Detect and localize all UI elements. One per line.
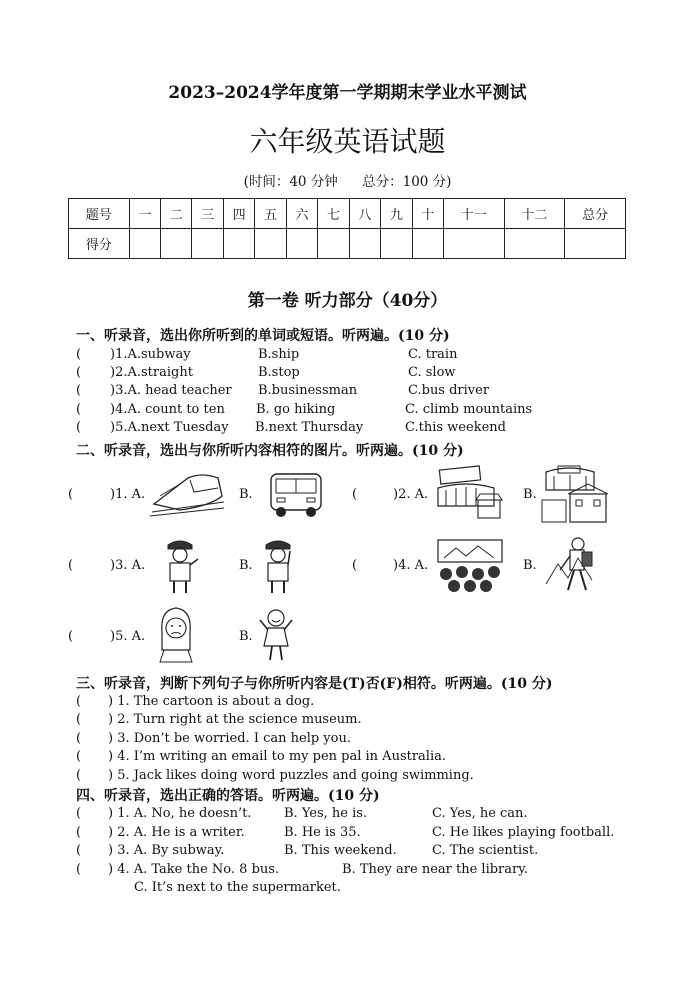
response-question-1-option-b: B. Yes, he is. [284,806,368,821]
question-2-option-a: )2.A.straight [110,365,193,380]
score-cell[interactable] [443,229,504,259]
bus-picture [265,470,327,520]
question-1-option-a: )1.A.subway [110,347,191,362]
tf-question-2: ) 2. Turn right at the science museum. [108,712,362,727]
exam-time: (时间：40 分钟 [243,174,338,190]
score-cell[interactable] [129,229,160,259]
sad-girl-picture [156,606,196,664]
answer-paren[interactable]: ( [68,487,74,502]
answer-paren[interactable]: ( [68,558,74,573]
section-3-title: 三、听录音，判断下列句子与你所听内容是(T)否(F)相符。听两遍。(10 分) [76,676,553,692]
answer-paren[interactable]: ( [352,487,358,502]
response-question-3-option-c: C. The scientist. [432,843,539,858]
section-1-title: 一、听录音，选出你所听到的单词或短语。听两遍。(10 分) [76,328,450,344]
table-header-cell: 一 [129,199,160,229]
response-question-4-option-a: ) 4. A. Take the No. 8 bus. [108,862,280,877]
answer-paren[interactable]: ( [76,347,82,362]
cinema-picture [436,466,506,522]
question-4-option-c: C. climb mountains [405,402,533,417]
response-question-2-option-b: B. He is 35. [284,825,361,840]
picture-question-2-label-b: B. [523,487,537,502]
picture-question-5-label-a: )5. A. [110,629,146,644]
picture-question-3-label-b: B. [239,558,253,573]
picture-question-1-label-a: )1. A. [110,487,146,502]
response-question-2-option-a: ) 2. A. He is a writer. [108,825,245,840]
score-cell[interactable] [565,229,626,259]
table-header-cell: 四 [223,199,254,229]
answer-paren[interactable]: ( [76,825,82,840]
question-1-option-c: C. train [408,347,458,362]
picture-question-2-label-a: )2. A. [393,487,429,502]
question-3-option-c: C.bus driver [408,383,490,398]
picture-question-1-label-b: B. [239,487,253,502]
score-table-score-row [69,229,626,259]
score-cell[interactable] [192,229,223,259]
score-cell[interactable] [318,229,349,259]
bookstore-picture [540,464,615,524]
tf-question-4: ) 4. I’m writing an email to my pen pal in Australia. [108,749,446,764]
score-cell[interactable] [223,229,254,259]
exam-title: 2023–2024学年度第一学期期末学业水平测试 [168,83,527,103]
answer-paren[interactable]: ( [76,843,82,858]
response-question-1-option-a: ) 1. A. No, he doesn’t. [108,806,252,821]
train-picture [150,466,225,518]
response-question-2-option-c: C. He likes playing football. [432,825,615,840]
table-header-cell: 七 [318,199,349,229]
audience-picture [436,538,506,596]
response-question-3-option-a: ) 3. A. By subway. [108,843,225,858]
picture-question-4-label-a: )4. A. [393,558,429,573]
question-2-option-b: B.stop [258,365,300,380]
table-row-label: 得分 [69,229,130,259]
score-cell[interactable] [381,229,412,259]
score-table [68,198,626,259]
section-2-title: 二、听录音，选出与你所听内容相符的图片。听两遍。(10 分) [76,443,464,459]
response-question-3-option-b: B. This weekend. [284,843,397,858]
answer-paren[interactable]: ( [76,365,82,380]
answer-paren[interactable]: ( [76,749,82,764]
section-4-title: 四、听录音，选出正确的答语。听两遍。(10 分) [76,788,380,804]
table-header-cell: 八 [349,199,380,229]
answer-paren[interactable]: ( [76,768,82,783]
score-cell[interactable] [255,229,286,259]
table-header-cell: 五 [255,199,286,229]
table-header-cell: 六 [286,199,317,229]
tf-question-1: ) 1. The cartoon is about a dog. [108,694,315,709]
score-cell[interactable] [412,229,443,259]
picture-question-3-label-a: )3. A. [110,558,146,573]
table-header-cell: 二 [161,199,192,229]
question-3-option-a: )3.A. head teacher [110,383,232,398]
score-table-header-row [69,199,626,229]
table-header-cell: 十 [412,199,443,229]
table-header-cell: 题号 [69,199,130,229]
table-header-cell: 三 [192,199,223,229]
picture-question-5-label-b: B. [239,629,253,644]
response-question-4-option-c: C. It’s next to the supermarket. [134,880,341,895]
part-title: 第一卷 听力部分（40分） [247,291,448,311]
answer-paren[interactable]: ( [76,712,82,727]
table-header-cell: 十二 [504,199,565,229]
hiker-picture [544,534,612,598]
response-question-4-option-b: B. They are near the library. [342,862,528,877]
question-5-option-a: )5.A.next Tuesday [110,420,229,435]
subject-title: 六年级英语试题 [249,125,446,158]
answer-paren[interactable]: ( [76,694,82,709]
question-4-option-a: )4.A. count to ten [110,402,225,417]
score-cell[interactable] [161,229,192,259]
happy-girl-picture [258,606,294,664]
question-3-option-b: B.businessman [258,383,358,398]
answer-paren[interactable]: ( [76,862,82,877]
answer-paren[interactable]: ( [76,383,82,398]
police-officer-picture [260,537,296,595]
table-header-cell: 九 [381,199,412,229]
question-4-option-b: B. go hiking [256,402,336,417]
score-cell[interactable] [349,229,380,259]
response-question-1-option-c: C. Yes, he can. [432,806,528,821]
table-header-cell: 总分 [565,199,626,229]
time-and-score-info [0,170,695,190]
question-1-option-b: B.ship [258,347,300,362]
answer-paren[interactable]: ( [352,558,358,573]
score-cell[interactable] [286,229,317,259]
answer-paren[interactable]: ( [76,402,82,417]
question-2-option-c: C. slow [408,365,456,380]
question-5-option-b: B.next Thursday [255,420,364,435]
tf-question-5: ) 5. Jack likes doing word puzzles and going swimming. [108,768,474,783]
table-header-cell: 十一 [443,199,504,229]
policeman-picture [160,537,200,595]
score-cell[interactable] [504,229,565,259]
answer-paren[interactable]: ( [76,806,82,821]
question-5-option-c: C.this weekend [405,420,506,435]
answer-paren[interactable]: ( [68,629,74,644]
answer-paren[interactable]: ( [76,731,82,746]
exam-total-score: 总分：100 分) [362,174,452,190]
picture-question-4-label-b: B. [523,558,537,573]
tf-question-3: ) 3. Don’t be worried. I can help you. [108,731,351,746]
answer-paren[interactable]: ( [76,420,82,435]
